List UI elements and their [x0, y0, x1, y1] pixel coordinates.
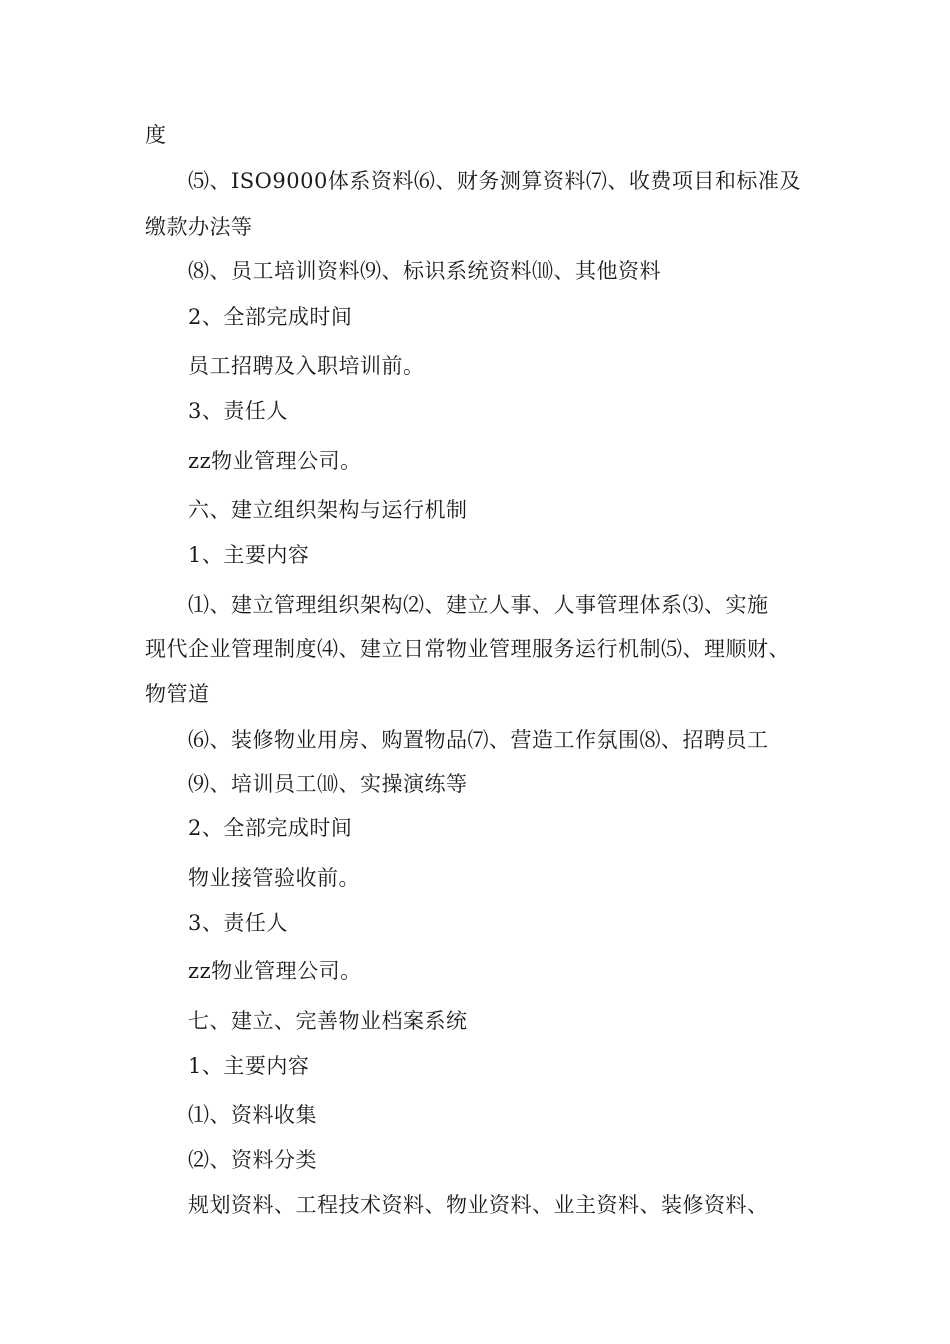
- text-line: ⑸、ISO9000体系资料⑹、财务测算资料⑺、收费项目和标准及: [188, 169, 801, 193]
- text-line: 物业接管验收前。: [188, 866, 360, 890]
- text-line: 规划资料、工程技术资料、物业资料、业主资料、装修资料、: [188, 1193, 769, 1217]
- text-line: 3、责任人: [188, 399, 288, 423]
- text-line: zz物业管理公司。: [188, 449, 362, 473]
- text-line: zz物业管理公司。: [188, 959, 362, 983]
- text-line: 度: [145, 123, 167, 147]
- text-line: 2、全部完成时间: [188, 816, 353, 840]
- text-line: 物管道: [145, 682, 210, 706]
- text-line: ⑴、资料收集: [188, 1103, 317, 1127]
- text-line: ⑴、建立管理组织架构⑵、建立人事、人事管理体系⑶、实施: [188, 593, 769, 617]
- text-line: ⑵、资料分类: [188, 1148, 317, 1172]
- text-line: 1、主要内容: [188, 543, 310, 567]
- text-line: 1、主要内容: [188, 1054, 310, 1078]
- text-line: 2、全部完成时间: [188, 305, 353, 329]
- text-line: ⑹、装修物业用房、购置物品⑺、营造工作氛围⑻、招聘员工: [188, 728, 769, 752]
- text-line: 缴款办法等: [145, 215, 253, 239]
- text-line: ⑻、员工培训资料⑼、标识系统资料⑽、其他资料: [188, 259, 661, 283]
- text-line: 3、责任人: [188, 911, 288, 935]
- section-heading: 七、建立、完善物业档案系统: [188, 1009, 468, 1033]
- text-line: ⑼、培训员工⑽、实操演练等: [188, 772, 468, 796]
- section-heading: 六、建立组织架构与运行机制: [188, 498, 468, 522]
- text-line: 现代企业管理制度⑷、建立日常物业管理服务运行机制⑸、理顺财、: [145, 637, 790, 661]
- text-line: 员工招聘及入职培训前。: [188, 354, 425, 378]
